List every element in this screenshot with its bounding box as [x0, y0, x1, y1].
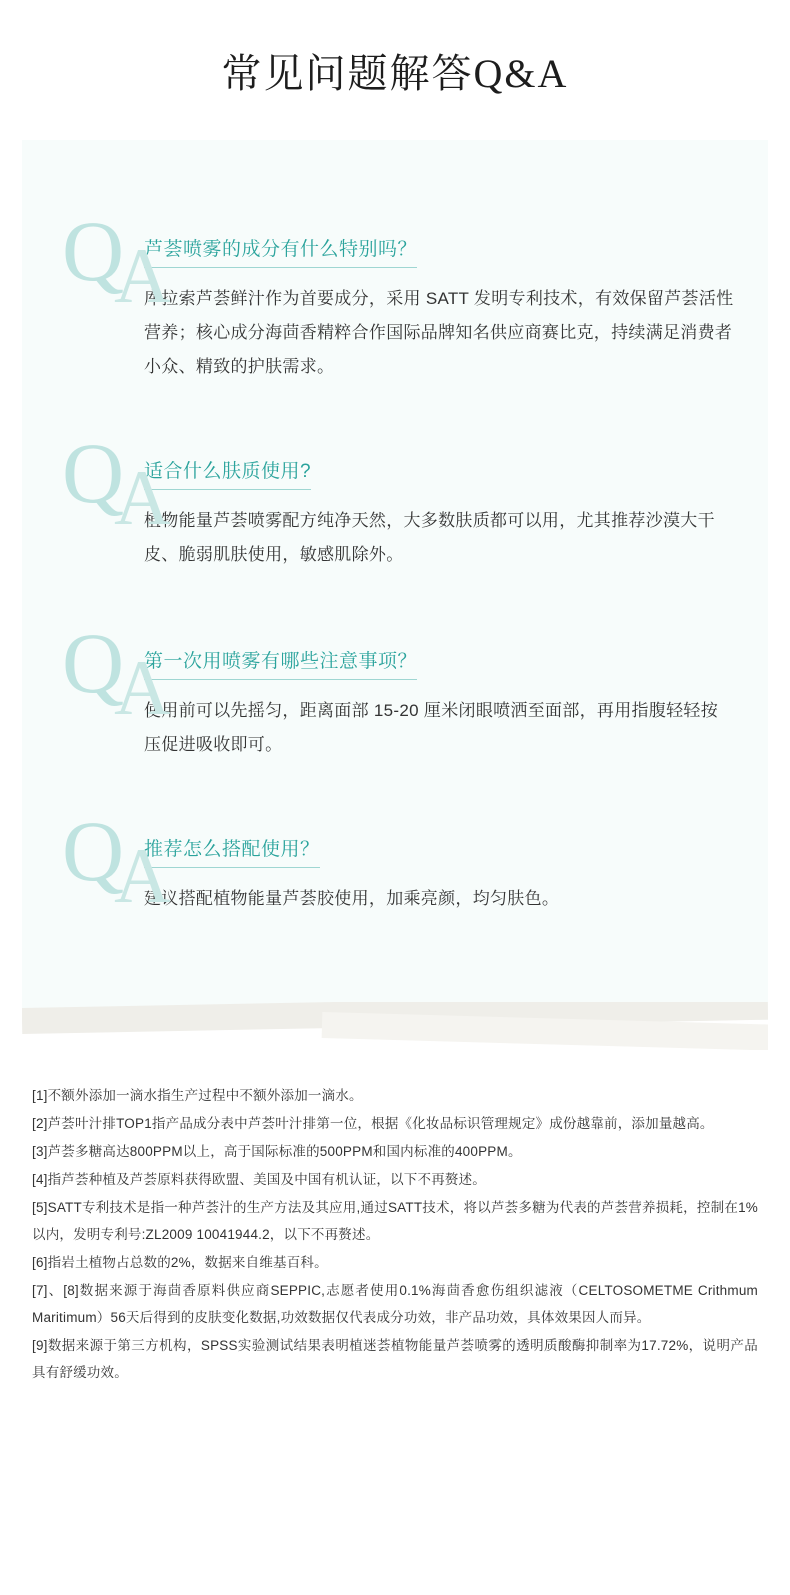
qa-item [22, 615, 768, 762]
footnote-item: [1]不额外添加一滴水指生产过程中不额外添加一滴水。 [32, 1088, 363, 1103]
qa-item [22, 803, 768, 919]
letter-q: Q [62, 803, 111, 899]
footnote-item: [3]芦荟多糖高达800PPM以上，高于国际标准的500PPM和国内标准的400PPM。 [32, 1144, 522, 1159]
footnote-item: [7]、[8]数据来源于海茴香原料供应商SEPPIC,志愿者使用0.1%海茴香愈伤组织滤液（CELTOSOMETME Crithmum Maritimum）56天后得到的皮肤变化数据,功效数据仅代表成分功效，非产品功效，具体效果因人而异。 [32, 1283, 758, 1325]
qa-item [22, 203, 768, 384]
qa-question: 第一次用喷雾有哪些注意事项？ [144, 646, 417, 680]
letter-q: Q [62, 203, 111, 299]
letter-a: A [114, 232, 157, 319]
footnotes [32, 1082, 758, 1387]
letter-q: Q [62, 615, 111, 711]
footnote-item: [4]指芦荟种植及芦荟原料获得欧盟、美国及中国有机认证，以下不再赘述。 [32, 1172, 487, 1187]
qa-answer: 建议搭配植物能量芦荟胶使用，加乘亮颜，均匀肤色。 [144, 889, 560, 908]
qa-answer: 库拉索芦荟鲜汁作为首要成分，采用 SATT 发明专利技术，有效保留芦荟活性营养；核心成分海茴香精粹合作国际品牌知名供应商赛比克，持续满足消费者小众、精致的护肤需求。 [144, 289, 734, 376]
footnote-item: [9]数据来源于第三方机构，SPSS实验测试结果表明植迷荟植物能量芦荟喷雾的透明质酸酶抑制率为17.72%，说明产品具有舒缓功效。 [32, 1338, 758, 1380]
qa-answer: 使用前可以先摇匀，距离面部 15-20 厘米闭眼喷洒至面部，再用指腹轻轻按压促进吸收即可。 [144, 701, 719, 754]
qa-monogram-icon [62, 203, 157, 319]
qa-panel [22, 140, 768, 1020]
page-title: 常见问题解答Q&A [221, 51, 569, 96]
qa-monogram-icon [62, 425, 157, 541]
footnote-item: [6]指岩土植物占总数的2%，数据来自维基百科。 [32, 1255, 328, 1270]
letter-q: Q [62, 425, 111, 521]
qa-question: 推荐怎么搭配使用？ [144, 834, 320, 868]
qa-monogram-icon [62, 615, 157, 731]
qa-monogram-icon [62, 803, 157, 919]
footnote-item: [2]芦荟叶汁排TOP1指产品成分表中芦荟叶汁排第一位，根据《化妆品标识管理规定》成份越靠前，添加量越高。 [32, 1116, 714, 1131]
letter-a: A [114, 644, 157, 731]
ribbon-divider [22, 1002, 768, 1050]
footnote-item: [5]SATT专利技术是指一种芦荟汁的生产方法及其应用,通过SATT技术，将以芦荟多糖为代表的芦荟营养损耗，控制在1%以内，发明专利号:ZL2009 10041944.2，以下不再赘述。 [32, 1200, 758, 1242]
qa-question: 适合什么肤质使用? [144, 456, 311, 490]
letter-a: A [114, 832, 157, 919]
letter-a: A [114, 454, 157, 541]
qa-question: 芦荟喷雾的成分有什么特别吗？ [144, 234, 417, 268]
qa-answer: 植物能量芦荟喷雾配方纯净天然，大多数肤质都可以用，尤其推荐沙漠大干皮、脆弱肌肤使用，敏感肌除外。 [144, 511, 715, 564]
qa-item [22, 425, 768, 572]
